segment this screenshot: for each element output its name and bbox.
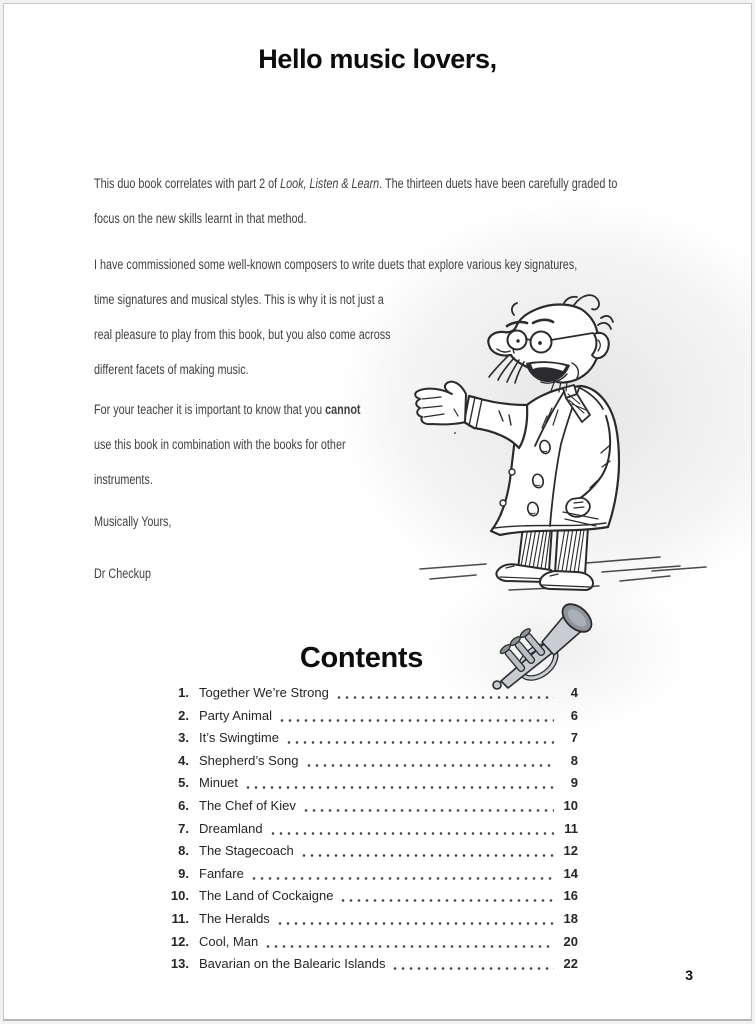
toc-row	[164, 840, 578, 863]
toc-row	[164, 795, 578, 818]
toc-row	[164, 705, 578, 728]
book-title-italic: Look, Listen & Learn	[280, 176, 380, 191]
closing-line	[94, 504, 171, 539]
toc-number: 13.	[170, 956, 189, 972]
toc-title: Cool, Man	[199, 933, 259, 949]
toc-row	[164, 818, 578, 841]
toc-title: It’s Swingtime	[199, 730, 279, 746]
toc-title: Together We’re Strong	[199, 685, 329, 700]
text-line: instruments.	[94, 472, 153, 487]
text-line: time signatures and musical styles. This is why it is not just a	[94, 292, 384, 307]
toc-number: 3.	[178, 730, 189, 746]
signature-line	[94, 556, 151, 591]
toc-page-number: 6	[570, 707, 578, 723]
trumpet-icon	[482, 596, 602, 696]
toc-row	[164, 885, 578, 908]
dot-leader	[300, 840, 554, 863]
toc-number: 1.	[178, 685, 189, 700]
toc-title: Minuet	[199, 775, 239, 791]
toc-page-number: 16	[563, 888, 578, 904]
dot-leader	[391, 953, 554, 976]
toc-title: The Chef of Kiev	[199, 797, 296, 813]
table-of-contents	[164, 682, 578, 976]
toc-number: 12.	[170, 933, 189, 949]
text-line: focus on the new skills learnt in that method.	[94, 211, 307, 226]
doctor-illustration	[414, 276, 714, 606]
text-line: I have commissioned some well-known composers to write duets that explore various key signatures,	[94, 257, 578, 272]
toc-page-number: 18	[563, 910, 578, 926]
toc-row	[164, 908, 578, 931]
toc-row	[164, 931, 578, 954]
toc-page-number: 22	[563, 956, 578, 972]
toc-number: 6.	[178, 797, 189, 813]
doctor-cartoon-icon	[414, 276, 714, 606]
text-segment: For your teacher it is important to know that you	[94, 402, 326, 417]
toc-title: Fanfare	[199, 865, 244, 881]
toc-row	[164, 863, 578, 886]
dot-leader	[250, 863, 554, 886]
cannot-bold: cannot	[325, 402, 361, 417]
toc-page-number: 20	[563, 933, 578, 949]
toc-page-number: 12	[563, 843, 578, 859]
folio-page-number: 3	[685, 967, 693, 983]
dot-leader	[264, 931, 554, 954]
text-line: different facets of making music.	[94, 362, 249, 377]
page-title: Hello music lovers,	[258, 44, 497, 74]
dot-leader	[285, 727, 554, 750]
text-segment: . The thirteen duets have been carefully graded to	[379, 176, 618, 191]
toc-page-number: 11	[564, 820, 578, 836]
toc-page-number: 8	[570, 752, 578, 768]
toc-number: 9.	[178, 865, 189, 881]
toc-row	[164, 727, 578, 750]
text-line: Musically Yours,	[94, 514, 172, 529]
dot-leader	[276, 908, 554, 931]
toc-page-number: 4	[570, 685, 578, 700]
toc-number: 5.	[178, 775, 189, 791]
toc-page-number: 7	[570, 730, 578, 746]
dot-leader	[339, 885, 554, 908]
toc-title: Shepherd’s Song	[199, 752, 299, 768]
toc-title: Dreamland	[199, 820, 263, 836]
text-line: use this book in combination with the books for other	[94, 437, 346, 452]
toc-title: Bavarian on the Balearic Islands	[199, 956, 386, 972]
text-line	[94, 392, 361, 427]
dot-leader	[305, 750, 554, 773]
dot-leader	[269, 818, 554, 841]
dot-leader	[244, 772, 554, 795]
toc-number: 2.	[178, 707, 189, 723]
book-page	[3, 3, 752, 1021]
intro-paragraph-3	[94, 392, 361, 497]
toc-page-number: 9	[570, 775, 578, 791]
toc-row	[164, 750, 578, 773]
toc-page-number: 10	[563, 797, 578, 813]
dot-leader	[278, 705, 554, 728]
toc-row	[164, 953, 578, 976]
contents-heading: Contents	[299, 642, 424, 674]
toc-page-number: 14	[563, 865, 578, 881]
toc-title: Party Animal	[199, 707, 272, 723]
toc-title: The Stagecoach	[199, 843, 294, 859]
toc-number: 8.	[178, 843, 189, 859]
dot-leader	[302, 795, 554, 818]
toc-title: The Land of Cockaigne	[199, 888, 334, 904]
text-line: real pleasure to play from this book, but you also come across	[94, 327, 391, 342]
toc-number: 4.	[178, 752, 189, 768]
toc-number: 7.	[178, 820, 189, 836]
text-segment: This duo book correlates with part 2 of	[94, 176, 281, 191]
trumpet-illustration	[482, 596, 602, 696]
toc-title: The Heralds	[199, 910, 270, 926]
toc-row	[164, 772, 578, 795]
toc-number: 11.	[171, 910, 189, 926]
text-line: Dr Checkup	[94, 566, 152, 581]
intro-paragraph-1	[94, 166, 617, 236]
toc-number: 10.	[170, 888, 189, 904]
text-line	[94, 166, 617, 201]
